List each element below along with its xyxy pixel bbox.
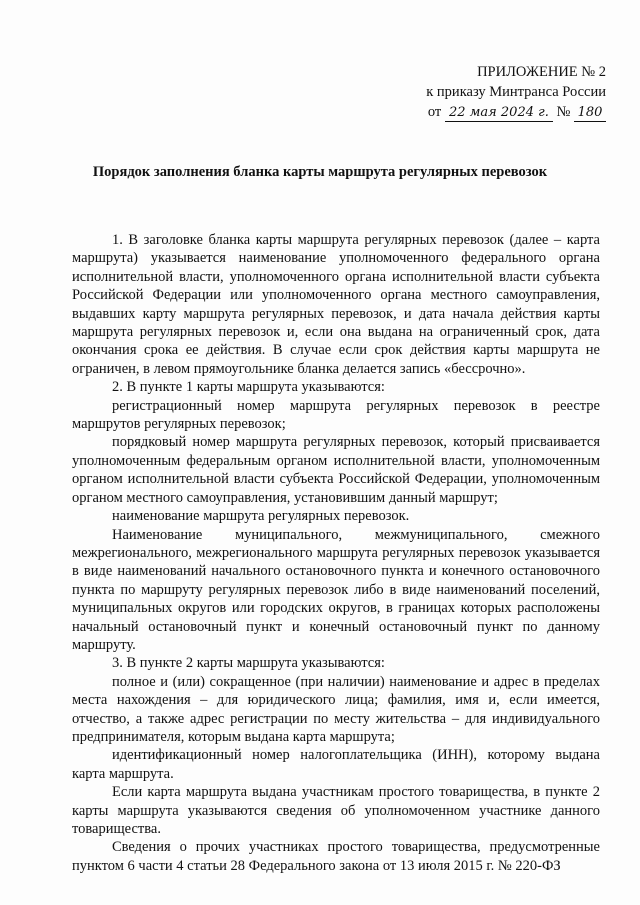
paragraph: 1. В заголовке бланка карты маршрута регулярных перевозок (далее – карта маршрута) указывается наименование уполномоченного федерального органа исполнительной власти, уполномоченного органа исполнительной власти субъекта Российской Федерации или уполномоченного органа местного самоуправления, выдавших карту маршрута регулярных перевозок, и дата начала действия карты маршрута регулярных перевозок и, если она выдана на ограниченный срок, дата окончания срока ее действия. В случае если срок действия карты маршрута не ограничен, в левом прямоугольнике бланка делается запись «бессрочно». bbox=[72, 232, 600, 377]
handwritten-date: 22 мая 2024 г. bbox=[445, 105, 553, 122]
paragraph: полное и (или) сокращенное (при наличии) наименование и адрес в пределах места нахождения – для юридического лица; фамилия, имя и, если имеется, отчество, а также адрес регистрации по месту жительства – для индивидуального предпринимателя, которым выдана карта маршрута; bbox=[72, 673, 600, 745]
paragraph: Если карта маршрута выдана участникам простого товарищества, в пункте 2 карты маршрута указываются сведения об уполномоченном участнике данного товарищества. bbox=[72, 784, 600, 837]
paragraph: порядковый номер маршрута регулярных перевозок, который присваивается уполномоченным федеральным органом исполнительной власти, уполномоченным органом исполнительной власти субъекта Российской Федерации, уполномоченным органом местного самоуправления, установившим данный маршрут; bbox=[72, 434, 600, 506]
paragraph: 3. В пункте 2 карты маршрута указываются: bbox=[112, 655, 385, 672]
paragraph: наименование маршрута регулярных перевозок. bbox=[112, 508, 410, 525]
handwritten-order-number: 180 bbox=[574, 105, 606, 122]
paragraph: Сведения о прочих участниках простого товарищества, предусмотренные пунктом 6 части 4 статьи 28 Федерального закона от 13 июля 2015 г. № 220-ФЗ bbox=[72, 839, 600, 874]
appendix-number: ПРИЛОЖЕНИЕ № 2 bbox=[477, 64, 606, 80]
paragraph: 2. В пункте 1 карты маршрута указываются: bbox=[112, 379, 385, 396]
order-reference: к приказу Минтранса России bbox=[426, 84, 606, 100]
number-label: № bbox=[556, 104, 571, 120]
paragraph: идентификационный номер налогоплательщика (ИНН), которому выдана карта маршрута. bbox=[72, 747, 600, 782]
from-label: от bbox=[427, 104, 442, 120]
paragraph: Наименование муниципального, межмуниципального, смежного межрегионального, межрегионального маршрута регулярных перевозок указывается в виде наименований начального остановочного пункта и конечного остановочного пункта по маршруту регулярных перевозок либо в виде наименований поселений, муниципальных округов или городских округов, в границах которых расположены начальный остановочный пункт и конечный остановочный пункт по данному маршруту. bbox=[72, 526, 600, 653]
document-body bbox=[72, 231, 600, 875]
appendix-header bbox=[426, 62, 606, 122]
document-title: Порядок заполнения бланка карты маршрута регулярных перевозок bbox=[92, 164, 548, 180]
paragraph: регистрационный номер маршрута регулярных перевозок в реестре маршрутов регулярных перевозок; bbox=[72, 397, 600, 433]
order-date-line bbox=[426, 102, 606, 122]
